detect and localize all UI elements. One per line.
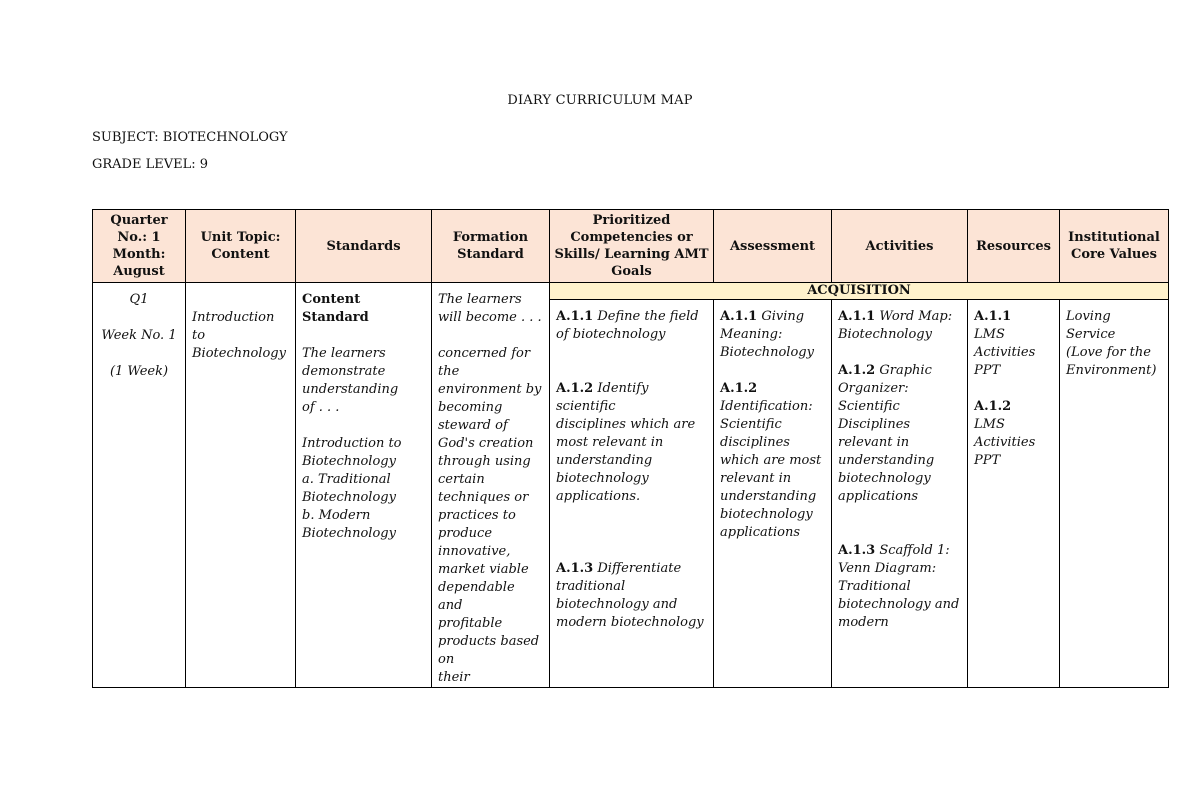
unit-topic-line: Biotechnology	[192, 346, 286, 361]
formation-line: concerned for	[438, 346, 531, 361]
formation-line: The learners	[438, 292, 522, 307]
grade-level-line: GRADE LEVEL: 9	[92, 157, 209, 172]
core-value-line: Environment)	[1066, 363, 1157, 378]
formation-line: produce	[438, 526, 493, 541]
acquisition-row	[93, 283, 1169, 300]
activity-code: A.1.2	[838, 363, 876, 378]
formation-line: innovative,	[438, 544, 511, 559]
assessment-text: which are most	[720, 453, 822, 468]
standards-line: The learners	[302, 346, 386, 361]
week-label: Week No. 1	[101, 328, 177, 343]
competency-code: A.1.1	[556, 309, 594, 324]
activity-text: Biotechnology	[838, 327, 932, 342]
quarter-cell	[93, 283, 186, 688]
activity-code: A.1.3	[838, 543, 876, 558]
standards-topic: Introduction to	[302, 436, 402, 451]
assessment-text: Scientific	[720, 417, 782, 432]
activity-text: Venn Diagram:	[838, 561, 937, 576]
assessment-text: understanding	[720, 489, 817, 504]
assessment-text: disciplines	[720, 435, 790, 450]
activity-text: Disciplines	[838, 417, 911, 432]
standards-topic: a. Traditional	[302, 472, 391, 487]
formation-line: the	[438, 364, 460, 379]
formation-line: God's creation	[438, 436, 534, 451]
competency-text: of biotechnology	[556, 327, 666, 342]
standards-line: demonstrate	[302, 364, 386, 379]
standards-topic: Biotechnology	[302, 454, 396, 469]
activity-text: Scaffold 1:	[879, 543, 950, 558]
resource-text: Activities	[974, 345, 1036, 360]
formation-standard-cell	[432, 283, 550, 688]
competency-text: disciplines which are	[556, 417, 696, 432]
unit-topic-line: to	[192, 328, 206, 343]
unit-topic-line: Introduction	[192, 310, 275, 325]
formation-line: certain	[438, 472, 485, 487]
formation-line: through using	[438, 454, 531, 469]
assessment-text: Meaning:	[720, 327, 783, 342]
document-title: DIARY CURRICULUM MAP	[507, 93, 693, 108]
competency-text: most relevant in	[556, 435, 664, 450]
assessment-text: relevant in	[720, 471, 792, 486]
activity-code: A.1.1	[838, 309, 876, 324]
resource-code: A.1.2	[974, 399, 1012, 414]
activities-cell	[832, 300, 968, 688]
assessment-cell	[714, 300, 832, 688]
quarter-label: Q1	[129, 292, 149, 307]
activity-text: Word Map:	[879, 309, 953, 324]
core-value-line: Loving Service	[1066, 309, 1116, 342]
competency-text: Define the field	[597, 309, 699, 324]
formation-line: becoming	[438, 400, 503, 415]
activity-text: Traditional	[838, 579, 911, 594]
resource-text: LMS	[974, 417, 1005, 432]
competency-text: biotechnology	[556, 471, 649, 486]
assessment-code: A.1.1	[720, 309, 758, 324]
standards-line: understanding	[302, 382, 399, 397]
header-core-values: Institutional Core Values	[1060, 210, 1169, 283]
resource-text: Activities	[974, 435, 1036, 450]
assessment-text: applications	[720, 525, 800, 540]
activity-text: applications	[838, 489, 918, 504]
duration-label: (1 Week)	[109, 364, 169, 379]
activity-text: relevant in	[838, 435, 910, 450]
curriculum-map-table	[92, 209, 1169, 688]
formation-line: steward of	[438, 418, 508, 433]
competency-code: A.1.2	[556, 381, 594, 396]
formation-line: profitable	[438, 616, 503, 631]
standards-line: of . . .	[302, 400, 340, 415]
resource-text: PPT	[974, 363, 1001, 378]
assessment-text: biotechnology	[720, 507, 813, 522]
assessment-text: Biotechnology	[720, 345, 814, 360]
competency-text: Differentiate	[597, 561, 682, 576]
standards-cell	[296, 283, 432, 688]
header-row	[93, 210, 1169, 283]
activity-text: Organizer:	[838, 381, 909, 396]
formation-line: dependable and	[438, 580, 515, 613]
assessment-text: Giving	[761, 309, 805, 324]
activity-text: biotechnology	[838, 471, 931, 486]
activity-text: Graphic	[879, 363, 932, 378]
resources-cell	[968, 300, 1060, 688]
standards-topic: Biotechnology	[302, 490, 396, 505]
header-resources: Resources	[968, 210, 1060, 283]
resource-code: A.1.1	[974, 309, 1012, 324]
header-activities: Activities	[832, 210, 968, 283]
core-values-cell	[1060, 300, 1169, 688]
formation-line: techniques or	[438, 490, 529, 505]
formation-line: practices to	[438, 508, 516, 523]
unit-topic-cell	[186, 283, 296, 688]
resource-text: LMS	[974, 327, 1005, 342]
header-assessment: Assessment	[714, 210, 832, 283]
core-value-line: (Love for the	[1066, 345, 1151, 360]
activity-text: modern	[838, 615, 889, 630]
header-quarter: Quarter No.: 1 Month: August	[93, 210, 186, 283]
competency-text: biotechnology and	[556, 597, 678, 612]
competencies-cell	[550, 300, 714, 688]
activity-text: understanding	[838, 453, 935, 468]
formation-line: environment by	[438, 382, 542, 397]
formation-line: market viable	[438, 562, 529, 577]
header-unit-topic: Unit Topic: Content	[186, 210, 296, 283]
resource-text: PPT	[974, 453, 1001, 468]
subject-line: SUBJECT: BIOTECHNOLOGY	[92, 130, 288, 145]
header-competencies: Prioritized Competencies or Skills/ Learning AMT Goals	[550, 210, 714, 283]
formation-line: products based	[438, 634, 540, 649]
competency-text: traditional	[556, 579, 626, 594]
acquisition-banner: ACQUISITION	[550, 283, 1169, 300]
competency-text: modern biotechnology	[556, 615, 704, 630]
competency-text: Identify scientific	[556, 381, 649, 414]
formation-line: their	[438, 670, 470, 685]
assessment-text: Identification:	[720, 399, 813, 414]
header-formation-standard: Formation Standard	[432, 210, 550, 283]
formation-line: will become . . .	[438, 310, 542, 325]
competency-code: A.1.3	[556, 561, 594, 576]
activity-text: Scientific	[838, 399, 900, 414]
standards-topic: b. Modern	[302, 508, 371, 523]
competency-text: applications.	[556, 489, 641, 504]
competency-text: understanding	[556, 453, 653, 468]
activity-text: biotechnology and	[838, 597, 960, 612]
header-standards: Standards	[296, 210, 432, 283]
content-standard-heading: Content Standard	[302, 292, 369, 325]
formation-line: on	[438, 652, 455, 667]
standards-topic: Biotechnology	[302, 526, 396, 541]
assessment-code: A.1.2	[720, 381, 758, 396]
